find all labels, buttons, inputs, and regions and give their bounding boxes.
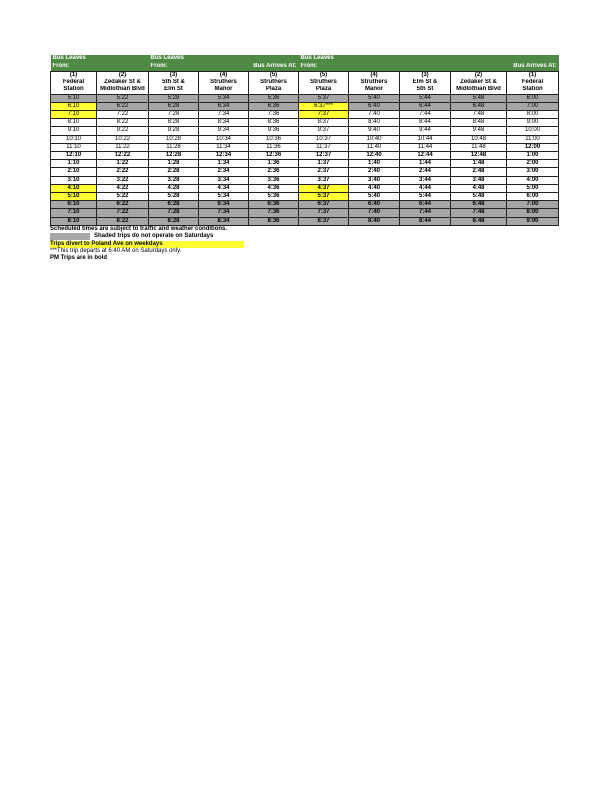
- time-cell: 9:44: [400, 127, 451, 135]
- schedule-table: [50, 55, 559, 226]
- column-name: Midlothian Blvd: [97, 86, 149, 94]
- header-cell: [199, 63, 249, 72]
- time-cell: 8:00: [507, 111, 559, 119]
- time-cell: 2:48: [451, 168, 507, 176]
- header-cell: [451, 55, 507, 63]
- time-cell: 1:22: [97, 160, 149, 168]
- time-cell: 4:37: [299, 184, 349, 192]
- time-cell: 6:28: [149, 102, 199, 110]
- time-cell: 7:10: [51, 111, 97, 119]
- time-cell: 9:34: [199, 127, 249, 135]
- time-cell: 9:36: [249, 127, 299, 135]
- time-cell: 7:28: [149, 209, 199, 217]
- header-cell: Bus Leaves: [51, 55, 97, 63]
- column-number: (2): [451, 72, 507, 80]
- time-cell: 1:10: [51, 160, 97, 168]
- time-cell: 12:00: [507, 143, 559, 151]
- column-name: Struthers: [249, 79, 299, 86]
- shade-swatch: [50, 233, 90, 240]
- time-cell: 6:40: [349, 201, 400, 209]
- column-name: Federal: [51, 79, 97, 86]
- time-cell: 8:37: [299, 119, 349, 127]
- time-cell: 8:22: [97, 119, 149, 127]
- time-cell: 5:40: [349, 193, 400, 201]
- bus-schedule: [50, 55, 558, 263]
- time-cell: 8:36: [249, 119, 299, 127]
- time-cell: 8:34: [199, 217, 249, 225]
- time-cell: 2:44: [400, 168, 451, 176]
- time-cell: 7:00: [507, 102, 559, 110]
- time-cell: 5:44: [400, 94, 451, 102]
- time-cell: 10:40: [349, 135, 400, 143]
- column-name: Struthers: [199, 79, 249, 86]
- header-cell: [451, 63, 507, 72]
- time-cell: 6:37: [299, 201, 349, 209]
- table-row: [51, 94, 559, 102]
- time-cell: 8:00: [507, 209, 559, 217]
- header-cell: From:: [51, 63, 97, 72]
- column-name: Station: [507, 86, 559, 94]
- schedule-notes: [50, 226, 558, 263]
- time-cell: 11:37: [299, 143, 349, 151]
- time-cell: 11:00: [507, 135, 559, 143]
- time-cell: 7:00: [507, 201, 559, 209]
- time-cell: 6:00: [507, 94, 559, 102]
- time-cell: 9:40: [349, 127, 400, 135]
- time-cell: 6:48: [451, 201, 507, 209]
- time-cell: 7:34: [199, 111, 249, 119]
- time-cell: 3:34: [199, 176, 249, 184]
- time-cell: 4:40: [349, 184, 400, 192]
- table-row: [51, 111, 559, 119]
- time-cell: 7:36: [249, 209, 299, 217]
- header-cell: [97, 55, 149, 63]
- time-cell: 11:34: [199, 143, 249, 151]
- time-cell: 10:34: [199, 135, 249, 143]
- header-cell: [97, 63, 149, 72]
- time-cell: 6:22: [97, 201, 149, 209]
- time-cell: 6:34: [199, 201, 249, 209]
- time-cell: 10:37: [299, 135, 349, 143]
- time-cell: 11:22: [97, 143, 149, 151]
- time-cell: 7:48: [451, 111, 507, 119]
- time-cell: 9:22: [97, 127, 149, 135]
- table-row: [51, 209, 559, 217]
- header-cell: Bus Leaves: [149, 55, 199, 63]
- time-cell: 5:28: [149, 193, 199, 201]
- time-cell: 6:10: [51, 102, 97, 110]
- time-cell: 12:34: [199, 152, 249, 160]
- time-cell: 6:28: [149, 201, 199, 209]
- time-cell: 7:22: [97, 209, 149, 217]
- table-row: [51, 184, 559, 192]
- time-cell: 4:00: [507, 176, 559, 184]
- column-number: (1): [507, 72, 559, 80]
- column-number: (1): [51, 72, 97, 80]
- time-cell: 9:48: [451, 127, 507, 135]
- time-cell: 12:48: [451, 152, 507, 160]
- time-cell: 2:34: [199, 168, 249, 176]
- time-cell: 6:37***: [299, 102, 349, 110]
- time-cell: 2:37: [299, 168, 349, 176]
- header-cell: [249, 55, 299, 63]
- header-cell: Bus Arrives At:: [507, 63, 559, 72]
- time-cell: 3:36: [249, 176, 299, 184]
- table-row: [51, 152, 559, 160]
- time-cell: 2:10: [51, 168, 97, 176]
- column-name: Manor: [199, 86, 249, 94]
- time-cell: 12:36: [249, 152, 299, 160]
- time-cell: 6:36: [249, 102, 299, 110]
- header-cell: [349, 55, 400, 63]
- time-cell: 6:36: [249, 201, 299, 209]
- time-cell: 8:48: [451, 119, 507, 127]
- time-cell: 6:44: [400, 102, 451, 110]
- time-cell: 8:40: [349, 119, 400, 127]
- time-cell: 10:10: [51, 135, 97, 143]
- time-cell: 12:28: [149, 152, 199, 160]
- time-cell: 7:44: [400, 209, 451, 217]
- time-cell: 8:10: [51, 119, 97, 127]
- column-name: Elm St &: [400, 79, 451, 86]
- column-name: Elm St: [149, 86, 199, 94]
- time-cell: 7:22: [97, 111, 149, 119]
- time-cell: 11:28: [149, 143, 199, 151]
- header-cell: Bus Arrives At:: [249, 63, 299, 72]
- time-cell: 5:48: [451, 193, 507, 201]
- header-cell: [400, 63, 451, 72]
- time-cell: 10:36: [249, 135, 299, 143]
- time-cell: 8:44: [400, 217, 451, 225]
- column-name: Zedaker St &: [451, 79, 507, 86]
- column-name: 5th St &: [149, 79, 199, 86]
- time-cell: 3:00: [507, 168, 559, 176]
- time-cell: 5:37: [299, 94, 349, 102]
- column-number: (3): [149, 72, 199, 80]
- time-cell: 3:22: [97, 176, 149, 184]
- column-number: (5): [249, 72, 299, 80]
- header-cell: [349, 63, 400, 72]
- time-cell: 5:44: [400, 193, 451, 201]
- table-row: [51, 119, 559, 127]
- note-pm: PM Trips are in bold: [50, 255, 108, 262]
- table-row: [51, 193, 559, 201]
- time-cell: 4:10: [51, 184, 97, 192]
- table-row: [51, 102, 559, 110]
- time-cell: 10:22: [97, 135, 149, 143]
- time-cell: 7:48: [451, 209, 507, 217]
- column-number: (5): [299, 72, 349, 80]
- time-cell: 5:40: [349, 94, 400, 102]
- time-cell: 11:36: [249, 143, 299, 151]
- time-cell: 4:34: [199, 184, 249, 192]
- time-cell: 3:40: [349, 176, 400, 184]
- time-cell: 6:22: [97, 102, 149, 110]
- time-cell: 9:10: [51, 127, 97, 135]
- time-cell: 4:36: [249, 184, 299, 192]
- column-name: Zedaker St &: [97, 79, 149, 86]
- table-row: [51, 201, 559, 209]
- time-cell: 7:40: [349, 111, 400, 119]
- time-cell: 8:28: [149, 217, 199, 225]
- time-cell: 1:28: [149, 160, 199, 168]
- time-cell: 3:44: [400, 176, 451, 184]
- time-cell: 8:48: [451, 217, 507, 225]
- header-cell: From:: [149, 63, 199, 72]
- time-cell: 12:10: [51, 152, 97, 160]
- column-name: Midlothian Blvd: [451, 86, 507, 94]
- table-row: [51, 160, 559, 168]
- table-row: [51, 143, 559, 151]
- time-cell: 9:00: [507, 217, 559, 225]
- column-name: Struthers: [349, 79, 400, 86]
- column-number: (2): [97, 72, 149, 80]
- header-row-1: [51, 55, 559, 63]
- time-cell: 7:36: [249, 111, 299, 119]
- time-cell: 4:48: [451, 184, 507, 192]
- time-cell: 5:36: [249, 193, 299, 201]
- time-cell: 2:22: [97, 168, 149, 176]
- time-cell: 1:40: [349, 160, 400, 168]
- time-cell: 5:10: [51, 193, 97, 201]
- time-cell: 8:37: [299, 217, 349, 225]
- column-name: Station: [51, 86, 97, 94]
- column-name: Struthers: [299, 79, 349, 86]
- table-row: [51, 217, 559, 225]
- time-cell: 7:34: [199, 209, 249, 217]
- note-traffic: Scheduled times are subject to traffic and weather conditions.: [50, 225, 228, 232]
- time-cell: 3:37: [299, 176, 349, 184]
- column-name: Federal: [507, 79, 559, 86]
- time-cell: 1:00: [507, 152, 559, 160]
- time-cell: 8:36: [249, 217, 299, 225]
- time-cell: 12:40: [349, 152, 400, 160]
- table-row: [51, 168, 559, 176]
- time-cell: 12:44: [400, 152, 451, 160]
- time-cell: 7:28: [149, 111, 199, 119]
- table-row: [51, 176, 559, 184]
- time-cell: 2:36: [249, 168, 299, 176]
- time-cell: 10:00: [507, 127, 559, 135]
- time-cell: 5:34: [199, 193, 249, 201]
- header-cell: [507, 55, 559, 63]
- time-cell: 9:37: [299, 127, 349, 135]
- time-cell: 5:48: [451, 94, 507, 102]
- time-cell: 4:28: [149, 184, 199, 192]
- time-cell: 8:22: [97, 217, 149, 225]
- time-cell: 9:28: [149, 127, 199, 135]
- time-cell: 8:34: [199, 119, 249, 127]
- time-cell: 8:28: [149, 119, 199, 127]
- time-cell: 5:00: [507, 184, 559, 192]
- time-cell: 12:37: [299, 152, 349, 160]
- note-shaded: Shaded trips do not operate on Saturdays: [94, 233, 214, 240]
- time-cell: 8:40: [349, 217, 400, 225]
- time-cell: 6:40: [349, 102, 400, 110]
- time-cell: 6:10: [51, 201, 97, 209]
- table-row: [51, 135, 559, 143]
- time-cell: 7:10: [51, 209, 97, 217]
- time-cell: 6:34: [199, 102, 249, 110]
- column-name-row-1: [51, 79, 559, 86]
- time-cell: 10:28: [149, 135, 199, 143]
- column-number: (3): [400, 72, 451, 80]
- time-cell: 7:44: [400, 111, 451, 119]
- note-saturday: ***This trip departs at 6:40 AM on Saturdays only.: [50, 248, 182, 255]
- time-cell: 6:48: [451, 102, 507, 110]
- time-cell: 10:48: [451, 135, 507, 143]
- time-cell: 2:28: [149, 168, 199, 176]
- time-cell: 5:28: [149, 94, 199, 102]
- column-name-row-2: [51, 86, 559, 94]
- time-cell: 3:28: [149, 176, 199, 184]
- header-cell: [400, 55, 451, 63]
- time-cell: 5:22: [97, 193, 149, 201]
- time-cell: 1:44: [400, 160, 451, 168]
- time-cell: 9:00: [507, 119, 559, 127]
- time-cell: 2:40: [349, 168, 400, 176]
- time-cell: 5:36: [249, 94, 299, 102]
- time-cell: 12:22: [97, 152, 149, 160]
- time-cell: 4:22: [97, 184, 149, 192]
- time-cell: 3:10: [51, 176, 97, 184]
- time-cell: 5:37: [299, 193, 349, 201]
- header-cell: [199, 55, 249, 63]
- time-cell: 11:48: [451, 143, 507, 151]
- time-cell: 7:37: [299, 111, 349, 119]
- column-name: Plaza: [299, 86, 349, 94]
- header-cell: From:: [299, 63, 349, 72]
- time-cell: 1:36: [249, 160, 299, 168]
- column-number-row: [51, 72, 559, 80]
- column-name: 5th St: [400, 86, 451, 94]
- note-shaded-row: [50, 233, 558, 240]
- time-cell: 5:10: [51, 94, 97, 102]
- time-cell: 8:44: [400, 119, 451, 127]
- time-cell: 7:37: [299, 209, 349, 217]
- time-cell: 8:10: [51, 217, 97, 225]
- time-cell: 11:44: [400, 143, 451, 151]
- time-cell: 1:34: [199, 160, 249, 168]
- time-cell: 5:34: [199, 94, 249, 102]
- column-name: Manor: [349, 86, 400, 94]
- column-number: (4): [349, 72, 400, 80]
- time-cell: 4:44: [400, 184, 451, 192]
- time-cell: 6:44: [400, 201, 451, 209]
- column-number: (4): [199, 72, 249, 80]
- time-cell: 1:48: [451, 160, 507, 168]
- table-row: [51, 127, 559, 135]
- column-name: Plaza: [249, 86, 299, 94]
- time-cell: 5:22: [97, 94, 149, 102]
- time-cell: 7:40: [349, 209, 400, 217]
- time-cell: 1:37: [299, 160, 349, 168]
- time-cell: 11:40: [349, 143, 400, 151]
- note-poland: Trips divert to Poland Ave on weekdays: [50, 241, 244, 248]
- time-cell: 6:00: [507, 193, 559, 201]
- time-cell: 11:10: [51, 143, 97, 151]
- time-cell: 3:48: [451, 176, 507, 184]
- header-row-2: [51, 63, 559, 72]
- header-cell: Bus Leaves: [299, 55, 349, 63]
- time-cell: 10:44: [400, 135, 451, 143]
- time-cell: 2:00: [507, 160, 559, 168]
